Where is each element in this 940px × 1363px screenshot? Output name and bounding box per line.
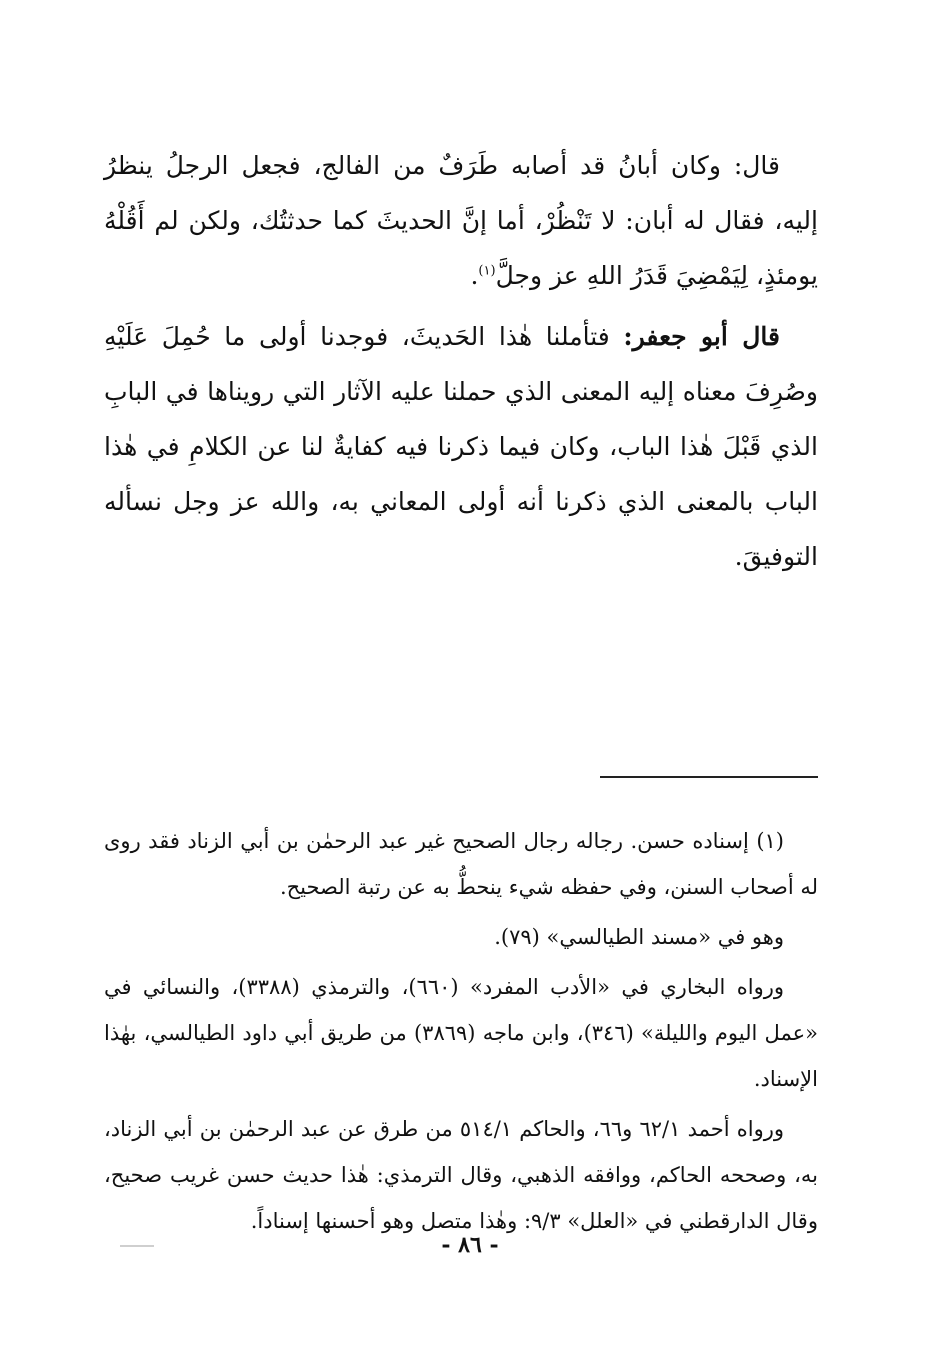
paragraph-1-end: . bbox=[470, 261, 479, 290]
scan-smudge bbox=[120, 1245, 154, 1247]
speaker-label: قال أبو جعفر: bbox=[623, 322, 780, 351]
main-text-block bbox=[104, 138, 818, 590]
footnote-separator bbox=[600, 776, 818, 778]
page-number: - ٨٦ - bbox=[441, 1232, 499, 1258]
footnote-1-grading: (١) إسناده حسن. رجاله رجال الصحيح غير عبد الرحمٰن بن أبي الزناد فقد روى له أصحاب السنن، وفي حفظه شيء ينحطُّ به عن رتبة الصحيح. bbox=[104, 829, 818, 899]
footnote-other-sources: ورواه البخاري في «الأدب المفرد» (٦٦٠)، والترمذي (٣٣٨٨)، والنسائي في «عمل اليوم والليلة» (٣٤٦)، وابن ماجه (٣٨٦٩) من طريق أبي داود الطيالسي، بهٰذا الإسناد. bbox=[104, 975, 818, 1091]
paragraph-2-text: فتأملنا هٰذا الحَديثَ، فوجدنا أولى ما حُمِلَ عَلَيْهِ وصُرِفَ معناه إليه المعنى الذي حملنا عليه الآثار التي رويناها في البابِ الذي قَبْلَ هٰذا الباب، وكان فيما ذكرنا فيه كفايةٌ لنا عن الكلامِ في هٰذا الباب بالمعنى الذي ذكرنا أنه أولى المعاني به، والله عز وجل نسأله التوفيقَ. bbox=[104, 322, 818, 571]
footnotes-block bbox=[104, 818, 818, 1248]
paragraph-abban-narration bbox=[104, 138, 818, 303]
paragraph-abu-jafar-commentary bbox=[104, 309, 818, 584]
footnote-ahmad-hakim: ورواه أحمد ٦٢/١ و٦٦، والحاكم ٥١٤/١ من طرق عن عبد الرحمٰن بن أبي الزناد، به، وصححه الحاكم، ووافقه الذهبي، وقال الترمذي: هٰذا حديث حسن غريب صحيح، وقال الدارقطني في «العلل» ٩/٣: وهٰذا متصل وهو أحسنها إسناداً. bbox=[104, 1117, 819, 1233]
footnote-tayalisi-source: وهو في «مسند الطيالسي» (٧٩). bbox=[494, 925, 784, 949]
paragraph-1-text: قال: وكان أبانُ قد أصابه طَرَفٌ من الفالج، فجعل الرجلُ ينظرُ إليه، فقال له أبان: لا تَنْظُرْ، أما إنَّ الحديثَ كما حدثتُك، ولكن لم أَقُلْهُ يومئذٍ، لِيَمْضِيَ قَدَرُ اللهِ عز وجلَّ bbox=[104, 151, 818, 290]
footnote-reference[interactable]: (١) bbox=[478, 263, 496, 279]
